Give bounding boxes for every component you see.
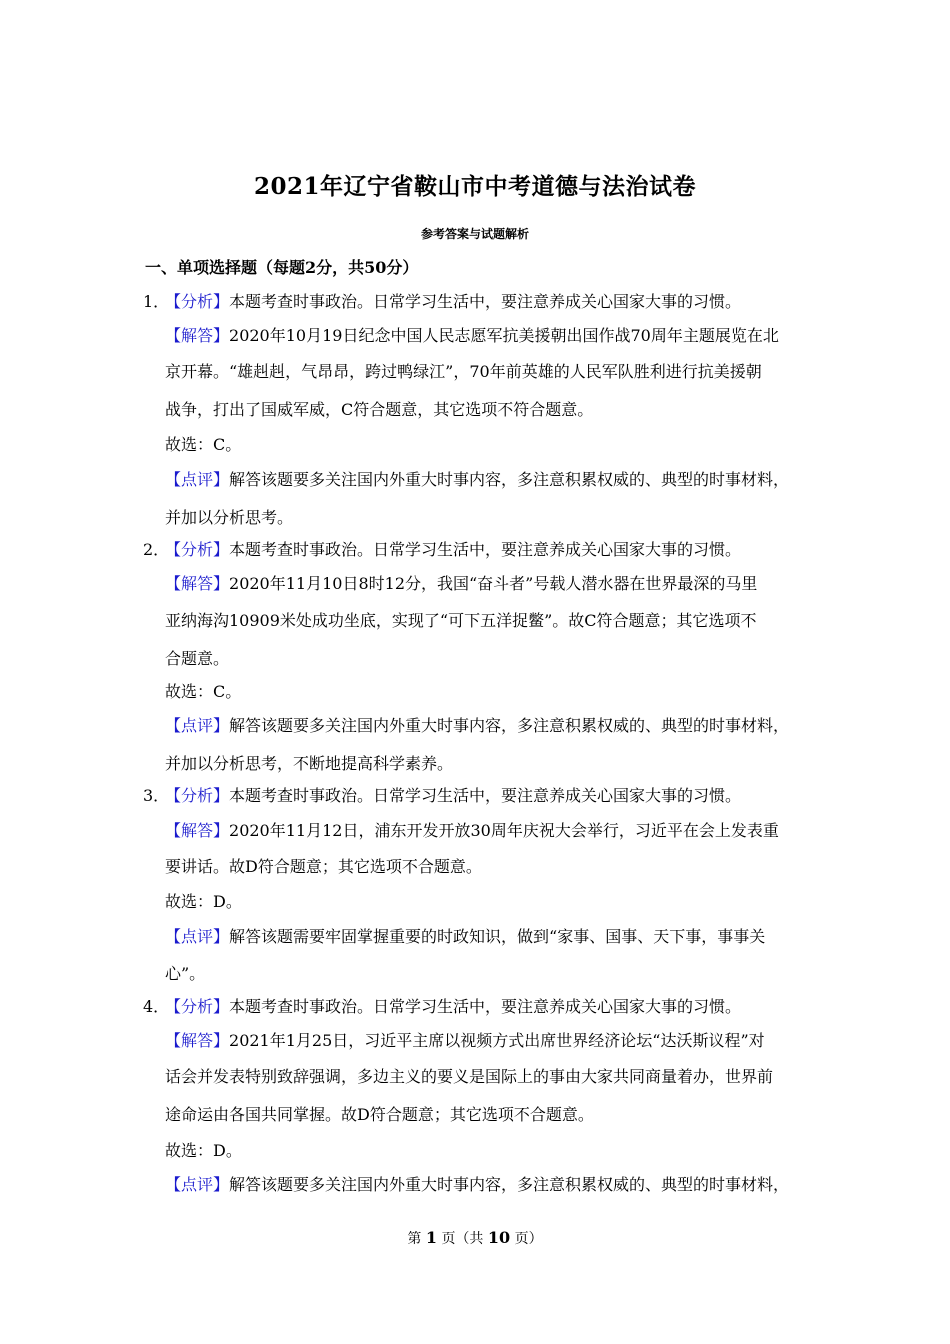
- answer-line-text: 2020年10月19日纪念中国人民志愿军抗美援朝出国作战70周年主题展览在北: [229, 326, 779, 345]
- page-title: 2021年辽宁省鞍山市中考道德与法治试卷: [253, 173, 696, 200]
- analysis-line-text: 本题考查时事政治。日常学习生活中，要注意养成关心国家大事的习惯。: [229, 997, 742, 1016]
- answer-line-tag: 【解答】: [165, 1031, 230, 1050]
- answer-line-text: 2020年11月10日8时12分，我国“奋斗者”号载人潜水器在世界最深的马里: [229, 574, 758, 593]
- comment-line-tag: 【点评】: [165, 716, 230, 735]
- comment-line-text: 解答该题要多关注国内外重大时事内容，多注意积累权威的、典型的时事材料，: [229, 1175, 790, 1194]
- footer-middle: 页（共: [441, 1231, 484, 1247]
- comment-line: [165, 924, 765, 947]
- comment-line: [165, 1172, 789, 1195]
- answer-line-tag: 【解答】: [165, 574, 230, 593]
- answer-line: [165, 1028, 765, 1051]
- analysis-line-text: 本题考查时事政治。日常学习生活中，要注意养成关心国家大事的习惯。: [229, 540, 742, 559]
- analysis-line-text: 本题考查时事政治。日常学习生活中，要注意养成关心国家大事的习惯。: [229, 292, 742, 311]
- comment-continuation: 心”。: [165, 964, 206, 983]
- answer-line-tag: 【解答】: [165, 326, 230, 345]
- section-heading: 一、单项选择题（每题2分，共50分）: [145, 258, 419, 277]
- comment-line-tag: 【点评】: [165, 1175, 230, 1194]
- page-footer: [0, 1228, 950, 1248]
- comment-line-tag: 【点评】: [165, 927, 230, 946]
- analysis-line-tag: 【分析】: [165, 540, 230, 559]
- comment-line-text: 解答该题要多关注国内外重大时事内容，多注意积累权威的、典型的时事材料，: [229, 470, 790, 489]
- comment-line: [165, 467, 789, 490]
- question-number: 2．: [143, 540, 170, 559]
- question-number: 1．: [143, 292, 170, 311]
- comment-continuation: 并加以分析思考。: [165, 508, 294, 527]
- comment-continuation: 并加以分析思考，不断地提高科学素养。: [165, 754, 454, 773]
- choice-line: 故选：C。: [165, 435, 242, 454]
- analysis-line: [165, 537, 741, 560]
- analysis-line: [165, 289, 741, 312]
- choice-line: 故选：C。: [165, 682, 242, 701]
- answer-continuation: 要讲话。故D符合题意；其它选项不合题意。: [165, 857, 482, 876]
- footer-page-number: 1: [425, 1228, 437, 1247]
- answer-line: [165, 323, 779, 346]
- analysis-line-tag: 【分析】: [165, 786, 230, 805]
- question-number: 3．: [143, 786, 170, 805]
- footer-prefix: 第: [407, 1231, 422, 1247]
- answer-continuation: 战争，打出了国威军威，C符合题意，其它选项不符合题意。: [165, 400, 594, 419]
- analysis-line-tag: 【分析】: [165, 292, 230, 311]
- analysis-line-text: 本题考查时事政治。日常学习生活中，要注意养成关心国家大事的习惯。: [229, 786, 742, 805]
- answer-continuation: 京开幕。“雄赳赳，气昂昂，跨过鸭绿江”，70年前英雄的人民军队胜利进行抗美援朝: [165, 362, 762, 381]
- answer-line: [165, 571, 757, 594]
- analysis-line-tag: 【分析】: [165, 997, 230, 1016]
- comment-line-text: 解答该题需要牢固掌握重要的时政知识，做到“家事、国事、天下事，事事关: [229, 927, 766, 946]
- comment-line-text: 解答该题要多关注国内外重大时事内容，多注意积累权威的、典型的时事材料，: [229, 716, 790, 735]
- answer-line-text: 2021年1月25日，习近平主席以视频方式出席世界经济论坛“达沃斯议程”对: [229, 1031, 765, 1050]
- analysis-line: [165, 994, 741, 1017]
- comment-line-tag: 【点评】: [165, 470, 230, 489]
- answer-continuation: 途命运由各国共同掌握。故D符合题意；其它选项不合题意。: [165, 1105, 594, 1124]
- answer-continuation: 亚纳海沟10909米处成功坐底，实现了“可下五洋捉鳖”。故C符合题意；其它选项不: [165, 611, 757, 630]
- answer-line: [165, 818, 779, 841]
- footer-total-pages: 10: [487, 1228, 511, 1247]
- answer-continuation: 合题意。: [165, 649, 230, 668]
- comment-line: [165, 713, 789, 736]
- analysis-line: [165, 783, 741, 806]
- choice-line: 故选：D。: [165, 1141, 242, 1160]
- answer-continuation: 话会并发表特别致辞强调，多边主义的要义是国际上的事由大家共同商量着办，世界前: [165, 1067, 774, 1086]
- answer-line-tag: 【解答】: [165, 821, 230, 840]
- answer-line-text: 2020年11月12日，浦东开发开放30周年庆祝大会举行，习近平在会上发表重: [229, 821, 779, 840]
- footer-suffix: 页）: [514, 1231, 543, 1247]
- question-number: 4．: [143, 997, 170, 1016]
- choice-line: 故选：D。: [165, 892, 242, 911]
- page-subtitle: 参考答案与试题解析: [420, 227, 529, 241]
